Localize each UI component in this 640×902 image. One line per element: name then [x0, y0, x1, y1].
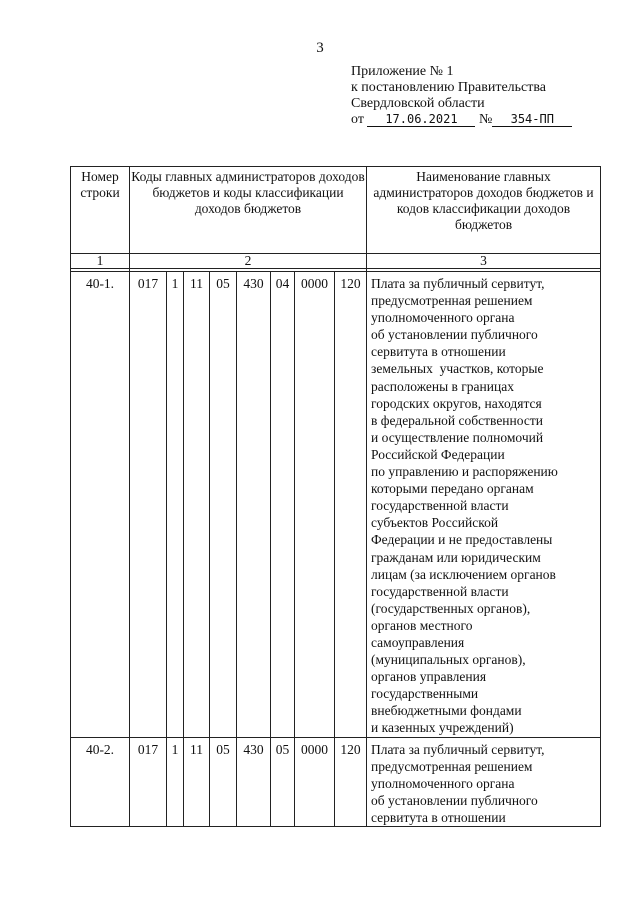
description-line: лицам (за исключением органов: [371, 566, 556, 582]
appendix-region: Свердловской области: [351, 96, 485, 111]
code-cell: 0000: [295, 272, 335, 738]
code-cell: 0000: [295, 737, 335, 826]
description-line: Плата за публичный сервитут,: [371, 276, 545, 291]
revenue-codes-table: [70, 166, 601, 827]
description-line: по управлению и распоряжению: [371, 464, 558, 480]
description-line: которыми передано органам: [371, 481, 534, 497]
row-description: [367, 737, 601, 826]
code-cell: 04: [271, 272, 295, 738]
description-line: уполномоченного органа: [371, 775, 515, 791]
appendix-date-line: [351, 112, 601, 128]
description-line: государственной власти: [371, 498, 509, 514]
number-label: №: [478, 112, 493, 127]
description-line: предусмотренная решением: [371, 758, 533, 774]
resolution-number: 354-ПП: [492, 113, 572, 127]
description-line: об установлении публичного: [371, 792, 538, 808]
code-cell: 11: [184, 272, 210, 738]
description-line: органов местного: [371, 617, 473, 633]
description-line: в федеральной собственности: [371, 412, 543, 428]
code-cell: 017: [130, 272, 167, 738]
description-line: внебюджетными фондами: [371, 703, 522, 719]
description-line: городских округов, находятся: [371, 395, 542, 411]
description-line: гражданам или юридическим: [371, 549, 541, 565]
description-line: Российской Федерации: [371, 446, 505, 462]
column-index: 3: [367, 254, 601, 269]
from-label: от: [351, 112, 364, 127]
description-line: самоуправления: [371, 634, 465, 650]
description-line: Плата за публичный сервитут,: [371, 741, 545, 757]
row-number: 40-1.: [71, 272, 130, 738]
header-codes: Коды главных администраторов доходов бюджетов и коды классификации доходов бюджетов: [130, 167, 367, 254]
code-cell: 1: [167, 272, 184, 738]
column-index: 2: [130, 254, 367, 269]
code-cell: 05: [271, 737, 295, 826]
description-line: сервитута в отношении: [371, 809, 506, 825]
appendix-title: Приложение № 1: [351, 64, 454, 79]
description-line: и казенных учреждений): [371, 720, 514, 736]
table-row: [71, 737, 601, 826]
description-line: расположены в границах: [371, 378, 514, 394]
description-line: государственными: [371, 686, 479, 702]
description-line: об установлении публичного: [371, 327, 538, 343]
header-row-number: Номер строки: [71, 167, 130, 254]
header-row: [71, 167, 601, 254]
code-cell: 120: [335, 737, 367, 826]
description-line: предусмотренная решением: [371, 293, 533, 309]
code-cell: 017: [130, 737, 167, 826]
appendix-resolution: к постановлению Правительства: [351, 80, 547, 95]
description-line: (муниципальных органов),: [371, 652, 526, 668]
code-cell: 05: [210, 272, 237, 738]
description-line: сервитута в отношении: [371, 344, 506, 360]
code-cell: 11: [184, 737, 210, 826]
column-index-row: [71, 254, 601, 269]
row-number: 40-2.: [71, 737, 130, 826]
description-line: органов управления: [371, 669, 487, 685]
code-cell: 05: [210, 737, 237, 826]
description-line: государственной власти: [371, 583, 509, 599]
row-description: [367, 272, 601, 738]
description-line: Федерации и не предоставлены: [371, 532, 553, 548]
table-row: [71, 272, 601, 738]
page-number: 3: [316, 40, 324, 56]
resolution-date: 17.06.2021: [367, 113, 475, 127]
header-name: Наименование главных администраторов доходов бюджетов и кодов классификации доходов бюджетов: [367, 167, 601, 254]
appendix-block: [351, 64, 601, 128]
description-line: субъектов Российской: [371, 515, 499, 531]
code-cell: 430: [237, 272, 271, 738]
column-index: 1: [71, 254, 130, 269]
description-line: и осуществление полномочий: [371, 429, 544, 445]
code-cell: 430: [237, 737, 271, 826]
description-line: уполномоченного органа: [371, 310, 515, 326]
description-line: земельных участков, которые: [371, 361, 544, 377]
code-cell: 1: [167, 737, 184, 826]
code-cell: 120: [335, 272, 367, 738]
description-line: (государственных органов),: [371, 600, 531, 616]
